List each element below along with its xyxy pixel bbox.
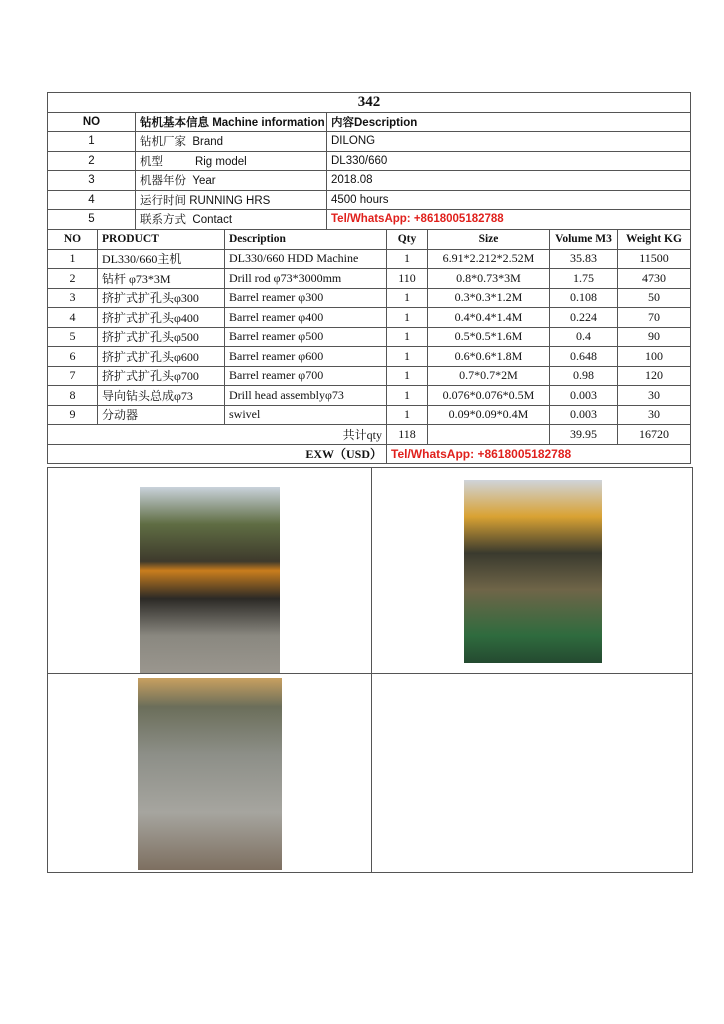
row-product: 挤扩式扩孔头φ700	[98, 366, 225, 386]
info-value: 4500 hours	[327, 190, 691, 210]
row-product: DL330/660主机	[98, 249, 225, 269]
row-weight: 100	[618, 347, 691, 367]
row-size: 0.4*0.4*1.4M	[428, 308, 550, 328]
total-volume: 39.95	[550, 425, 618, 445]
row-product: 挤扩式扩孔头φ300	[98, 288, 225, 308]
col-weight: Weight KG	[618, 230, 691, 250]
header-machine-info: 钻机基本信息 Machine information	[136, 112, 327, 132]
divider	[371, 468, 372, 872]
header-description: 内容Description	[327, 112, 691, 132]
row-volume: 0.224	[550, 308, 618, 328]
row-qty: 1	[387, 249, 428, 269]
row-size: 6.91*2.212*2.52M	[428, 249, 550, 269]
row-weight: 70	[618, 308, 691, 328]
row-size: 0.7*0.7*2M	[428, 366, 550, 386]
product-row	[48, 405, 691, 425]
total-weight: 16720	[618, 425, 691, 445]
row-weight: 30	[618, 386, 691, 406]
col-qty: Qty	[387, 230, 428, 250]
divider	[48, 673, 692, 674]
row-weight: 90	[618, 327, 691, 347]
row-description: Barrel reamer φ600	[225, 347, 387, 367]
row-volume: 0.648	[550, 347, 618, 367]
row-size: 0.3*0.3*1.2M	[428, 288, 550, 308]
row-description: Barrel reamer φ700	[225, 366, 387, 386]
col-description: Description	[225, 230, 387, 250]
col-size: Size	[428, 230, 550, 250]
total-row	[48, 425, 691, 445]
sheet-number: 342	[48, 93, 691, 113]
row-volume: 0.003	[550, 386, 618, 406]
row-volume: 0.108	[550, 288, 618, 308]
row-qty: 1	[387, 386, 428, 406]
row-size: 0.6*0.6*1.8M	[428, 347, 550, 367]
info-no: 1	[48, 132, 136, 152]
row-product: 分动器	[98, 405, 225, 425]
info-row	[48, 132, 691, 152]
info-label: 运行时间 RUNNING HRS	[136, 190, 327, 210]
info-row	[48, 210, 691, 230]
info-value: 2018.08	[327, 171, 691, 191]
row-weight: 50	[618, 288, 691, 308]
row-qty: 1	[387, 405, 428, 425]
row-weight: 30	[618, 405, 691, 425]
info-label: 钻机厂家 Brand	[136, 132, 327, 152]
row-no: 4	[48, 308, 98, 328]
product-row	[48, 366, 691, 386]
row-weight: 11500	[618, 249, 691, 269]
row-volume: 35.83	[550, 249, 618, 269]
row-description: swivel	[225, 405, 387, 425]
row-qty: 1	[387, 288, 428, 308]
col-no: NO	[48, 230, 98, 250]
row-size: 0.076*0.076*0.5M	[428, 386, 550, 406]
total-qty: 118	[387, 425, 428, 445]
header-no: NO	[48, 112, 136, 132]
price-contact: Tel/WhatsApp: +8618005182788	[387, 444, 691, 464]
row-product: 导向钻头总成φ73	[98, 386, 225, 406]
row-no: 6	[48, 347, 98, 367]
row-description: Drill head assemblyφ73	[225, 386, 387, 406]
row-no: 8	[48, 386, 98, 406]
product-row	[48, 308, 691, 328]
row-qty: 1	[387, 366, 428, 386]
row-size: 0.09*0.09*0.4M	[428, 405, 550, 425]
row-no: 5	[48, 327, 98, 347]
info-no: 3	[48, 171, 136, 191]
row-qty: 110	[387, 269, 428, 289]
col-product: PRODUCT	[98, 230, 225, 250]
col-volume: Volume M3	[550, 230, 618, 250]
info-no: 5	[48, 210, 136, 230]
row-product: 挤扩式扩孔头φ600	[98, 347, 225, 367]
info-row	[48, 171, 691, 191]
product-row	[48, 386, 691, 406]
row-description: DL330/660 HDD Machine	[225, 249, 387, 269]
row-no: 1	[48, 249, 98, 269]
info-no: 4	[48, 190, 136, 210]
info-label: 机器年份 Year	[136, 171, 327, 191]
info-row	[48, 151, 691, 171]
row-volume: 0.4	[550, 327, 618, 347]
machine-info-table	[47, 92, 691, 230]
row-description: Drill rod φ73*3000mm	[225, 269, 387, 289]
row-volume: 1.75	[550, 269, 618, 289]
row-qty: 1	[387, 347, 428, 367]
row-qty: 1	[387, 308, 428, 328]
info-no: 2	[48, 151, 136, 171]
info-label: 机型 Rig model	[136, 151, 327, 171]
price-row	[48, 444, 691, 464]
info-value: DL330/660	[327, 151, 691, 171]
photo-hdd-machine-front	[464, 480, 602, 663]
product-row	[48, 288, 691, 308]
row-size: 0.8*0.73*3M	[428, 269, 550, 289]
row-no: 2	[48, 269, 98, 289]
row-volume: 0.98	[550, 366, 618, 386]
price-label: EXW（USD）	[48, 444, 387, 464]
photo-drill-rod-site	[138, 678, 282, 870]
product-row	[48, 327, 691, 347]
total-size-empty	[428, 425, 550, 445]
row-no: 7	[48, 366, 98, 386]
info-label: 联系方式 Contact	[136, 210, 327, 230]
row-product: 挤扩式扩孔头φ400	[98, 308, 225, 328]
photo-grid	[47, 467, 693, 873]
row-no: 3	[48, 288, 98, 308]
row-description: Barrel reamer φ300	[225, 288, 387, 308]
product-table	[47, 229, 691, 464]
row-description: Barrel reamer φ400	[225, 308, 387, 328]
row-weight: 120	[618, 366, 691, 386]
row-product: 挤扩式扩孔头φ500	[98, 327, 225, 347]
row-no: 9	[48, 405, 98, 425]
product-row	[48, 249, 691, 269]
row-weight: 4730	[618, 269, 691, 289]
photo-hdd-machine-side	[140, 487, 280, 673]
row-size: 0.5*0.5*1.6M	[428, 327, 550, 347]
product-row	[48, 269, 691, 289]
info-row	[48, 190, 691, 210]
row-volume: 0.003	[550, 405, 618, 425]
product-row	[48, 347, 691, 367]
total-label: 共计qty	[48, 425, 387, 445]
row-description: Barrel reamer φ500	[225, 327, 387, 347]
info-value: DILONG	[327, 132, 691, 152]
row-qty: 1	[387, 327, 428, 347]
info-value: Tel/WhatsApp: +8618005182788	[327, 210, 691, 230]
row-product: 钻杆 φ73*3M	[98, 269, 225, 289]
